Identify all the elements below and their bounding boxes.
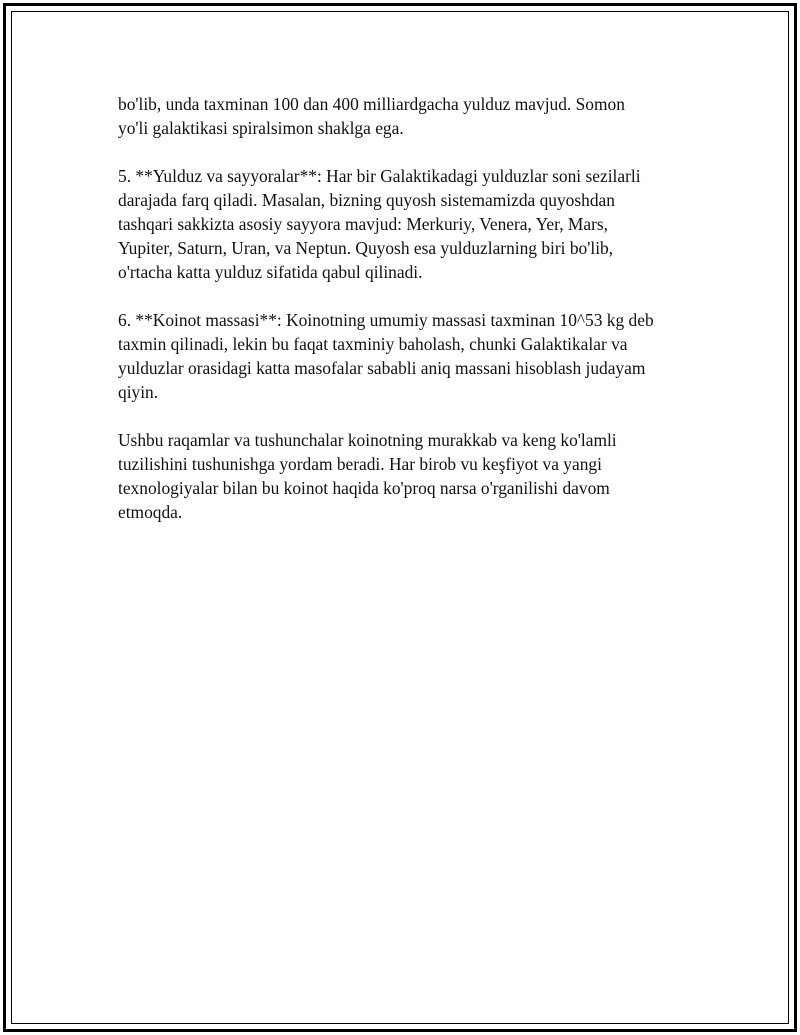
paragraph-stars-planets: 5. **Yulduz va sayyoralar**: Har bir Galaktikadagi yulduzlar soni sezilarli darajada farq qiladi. Masalan, bizning quyosh sistemamizda quyoshdan tashqari sakkizta asosiy sayyora mavjud: Merkuriy, Venera, Yer, Mars, Yupiter, Saturn, Uran, va Neptun. Quyosh esa yulduzlarning biri bo'lib, o'rtacha katta yulduz sifatida qabul qilinadi.: [118, 166, 641, 282]
paragraph-universe-mass: 6. **Koinot massasi**: Koinotning umumiy massasi taxminan 10^53 kg deb taxmin qilinadi, lekin bu faqat taxminiy baholash, chunki Galaktikalar va yulduzlar orasidagi katta masofalar sababli aniq massani hisoblash judayam qiyin.: [118, 310, 654, 402]
document-body: [118, 92, 693, 548]
paragraph-conclusion: Ushbu raqamlar va tushunchalar koinotning murakkab va keng ko'lamli tuzilishini tushunishga yordam beradi. Har birob vu keşfiyot va yangi texnologiyalar bilan bu koinot haqida ko'proq narsa o'rganilishi davom etmoqda.: [118, 430, 617, 522]
paragraph-galaxy-intro: bo'lib, unda taxminan 100 dan 400 milliardgacha yulduz mavjud. Somon yo'li galaktikasi spiralsimon shaklga ega.: [118, 94, 625, 138]
